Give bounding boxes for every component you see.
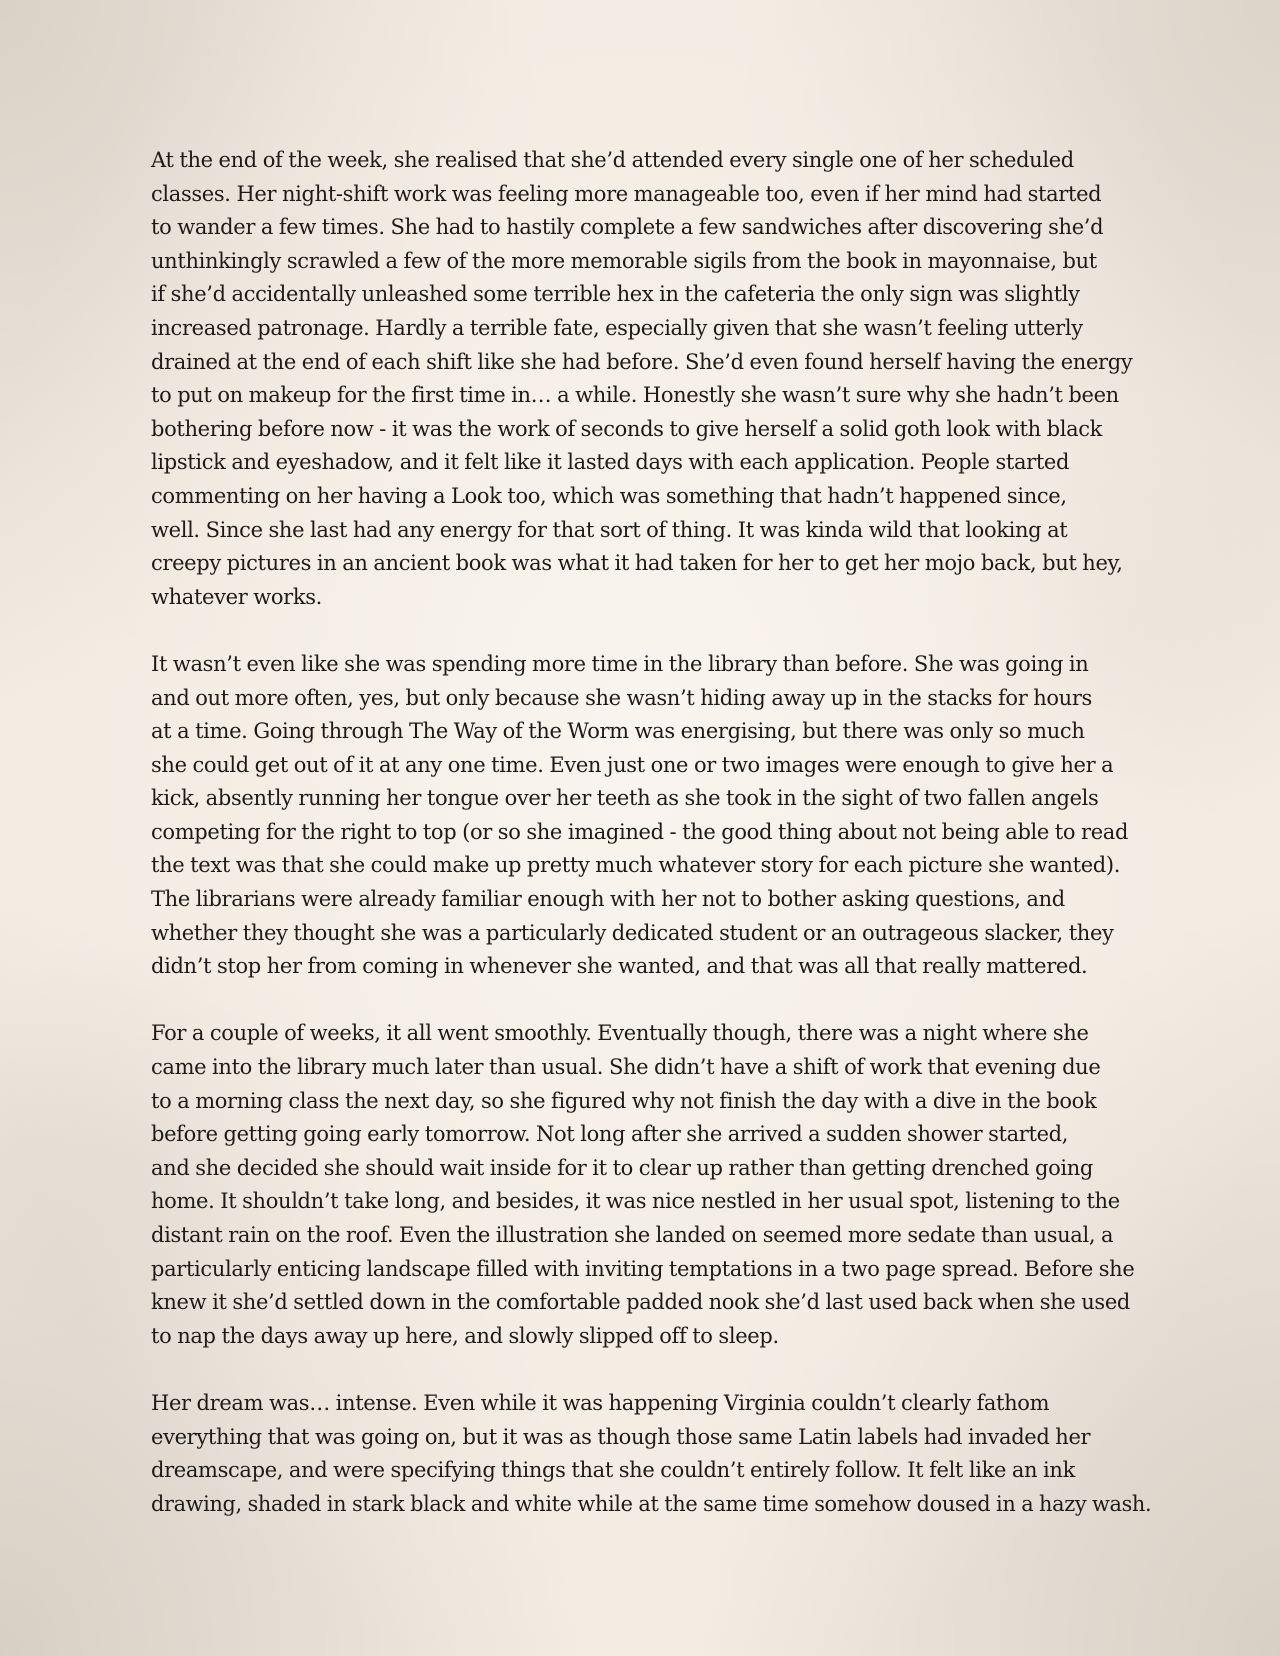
- text-line: if she’d accidentally unleashed some terrible hex in the cafeteria the only sign was slightly: [151, 282, 1080, 307]
- text-line: The librarians were already familiar enough with her not to bother asking questions, and: [151, 887, 1065, 912]
- text-line: increased patronage. Hardly a terrible fate, especially given that she wasn’t feeling utterly: [151, 315, 1083, 340]
- text-line: whatever works.: [151, 584, 322, 609]
- text-line: well. Since she last had any energy for that sort of thing. It was kinda wild that looking at: [151, 517, 1068, 542]
- text-line: whether they thought she was a particularly dedicated student or an outrageous slacker, they: [151, 920, 1114, 945]
- text-line: kick, absently running her tongue over her teeth as she took in the sight of two fallen angels: [151, 786, 1099, 811]
- text-line: to nap the days away up here, and slowly slipped off to sleep.: [151, 1323, 779, 1348]
- text-line: before getting going early tomorrow. Not long after she arrived a sudden shower started,: [151, 1122, 1069, 1147]
- text-line: For a couple of weeks, it all went smoothly. Eventually though, there was a night where she: [151, 1021, 1089, 1046]
- text-line: Her dream was… intense. Even while it was happening Virginia couldn’t clearly fathom: [151, 1390, 1050, 1415]
- text-line: It wasn’t even like she was spending more time in the library than before. She was going in: [151, 651, 1089, 676]
- text-line: didn’t stop her from coming in whenever she wanted, and that was all that really mattered.: [151, 954, 1088, 979]
- text-line: came into the library much later than usual. She didn’t have a shift of work that evening due: [151, 1055, 1101, 1080]
- text-line: she could get out of it at any one time. Even just one or two images were enough to give her a: [151, 752, 1114, 777]
- text-line: drained at the end of each shift like she had before. She’d even found herself having the energy: [151, 349, 1133, 374]
- text-line: creepy pictures in an ancient book was what it had taken for her to get her mojo back, but hey,: [151, 551, 1123, 576]
- text-line: classes. Her night-shift work was feeling more manageable too, even if her mind had started: [151, 181, 1102, 206]
- text-line: to put on makeup for the first time in… a while. Honestly she wasn’t sure why she hadn’t been: [151, 383, 1119, 408]
- text-line: competing for the right to top (or so she imagined - the good thing about not being able to read: [151, 819, 1129, 844]
- text-line: At the end of the week, she realised that she’d attended every single one of her scheduled: [151, 148, 1074, 172]
- paragraph: [151, 648, 1151, 984]
- text-line: at a time. Going through The Way of the Worm was energising, but there was only so much: [151, 719, 1085, 744]
- text-line: home. It shouldn’t take long, and besides, it was nice nestled in her usual spot, listening to the: [151, 1189, 1120, 1214]
- document-page: [151, 144, 1151, 1555]
- text-line: to wander a few times. She had to hastily complete a few sandwiches after discovering she’d: [151, 215, 1104, 240]
- text-line: particularly enticing landscape filled with inviting temptations in a two page spread. Before she: [151, 1256, 1135, 1281]
- text-line: dreamscape, and were specifying things that she couldn’t entirely follow. It felt like an ink: [151, 1458, 1075, 1483]
- text-line: knew it she’d settled down in the comfortable padded nook she’d last used back when she used: [151, 1290, 1130, 1315]
- text-line: bothering before now - it was the work of seconds to give herself a solid goth look with black: [151, 416, 1103, 441]
- text-line: and out more often, yes, but only because she wasn’t hiding away up in the stacks for hours: [151, 685, 1092, 710]
- text-line: unthinkingly scrawled a few of the more memorable sigils from the book in mayonnaise, but: [151, 248, 1097, 273]
- paragraph: [151, 144, 1151, 614]
- text-line: drawing, shaded in stark black and white while at the same time somehow doused in a hazy wash.: [151, 1491, 1152, 1516]
- paragraph: [151, 1387, 1151, 1521]
- text-line: lipstick and eyeshadow, and it felt like it lasted days with each application. People started: [151, 450, 1070, 475]
- text-line: distant rain on the roof. Even the illustration she landed on seemed more sedate than usual, a: [151, 1223, 1114, 1247]
- paragraph: [151, 1017, 1151, 1353]
- text-line: to a morning class the next day, so she figured why not finish the day with a dive in the book: [151, 1088, 1097, 1113]
- text-line: everything that was going on, but it was as though those same Latin labels had invaded her: [151, 1424, 1091, 1449]
- text-line: the text was that she could make up pretty much whatever story for each picture she wanted).: [151, 853, 1121, 878]
- text-line: and she decided she should wait inside for it to clear up rather than getting drenched going: [151, 1155, 1094, 1180]
- text-line: commenting on her having a Look too, which was something that hadn’t happened since,: [151, 483, 1067, 508]
